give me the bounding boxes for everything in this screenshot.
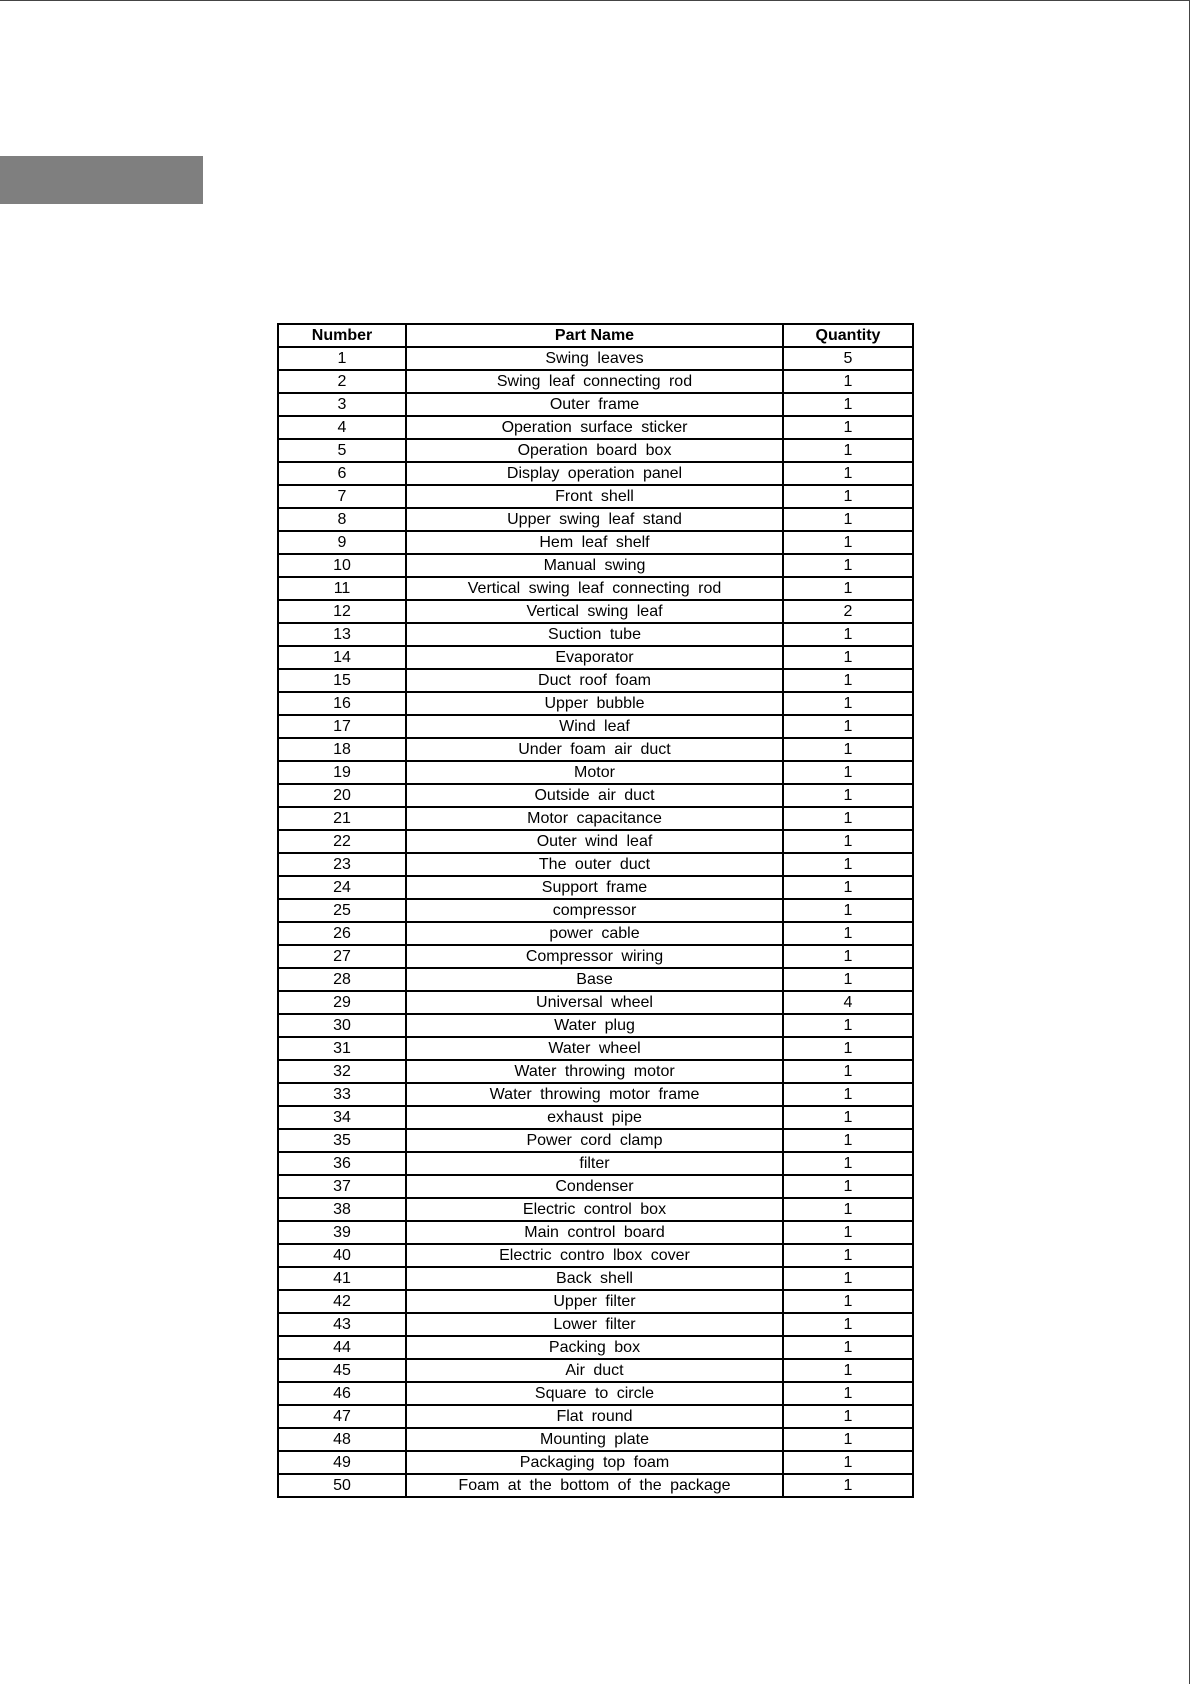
part-name-cell: The outer duct: [406, 853, 783, 876]
part-number-cell: 30: [278, 1014, 406, 1037]
table-row: [278, 370, 913, 393]
table-row: [278, 393, 913, 416]
header-number: Number: [278, 324, 406, 347]
quantity-cell: 1: [783, 531, 913, 554]
part-name-cell: exhaust pipe: [406, 1106, 783, 1129]
table-row: [278, 945, 913, 968]
part-number-cell: 27: [278, 945, 406, 968]
part-number-cell: 20: [278, 784, 406, 807]
table-row: [278, 439, 913, 462]
part-name-cell: Water wheel: [406, 1037, 783, 1060]
table-row: [278, 899, 913, 922]
quantity-cell: 1: [783, 1152, 913, 1175]
quantity-cell: 1: [783, 462, 913, 485]
part-number-cell: 4: [278, 416, 406, 439]
quantity-cell: 1: [783, 1474, 913, 1497]
parts-table-body: [278, 347, 913, 1497]
part-number-cell: 23: [278, 853, 406, 876]
quantity-cell: 1: [783, 1244, 913, 1267]
table-row: [278, 554, 913, 577]
part-number-cell: 14: [278, 646, 406, 669]
quantity-cell: 1: [783, 1221, 913, 1244]
quantity-cell: 1: [783, 1405, 913, 1428]
quantity-cell: 1: [783, 1106, 913, 1129]
table-row: [278, 922, 913, 945]
table-row: [278, 830, 913, 853]
part-number-cell: 5: [278, 439, 406, 462]
part-number-cell: 15: [278, 669, 406, 692]
part-number-cell: 40: [278, 1244, 406, 1267]
part-name-cell: Packing box: [406, 1336, 783, 1359]
quantity-cell: 1: [783, 508, 913, 531]
part-number-cell: 12: [278, 600, 406, 623]
table-row: [278, 462, 913, 485]
part-number-cell: 22: [278, 830, 406, 853]
part-name-cell: Outside air duct: [406, 784, 783, 807]
parts-list-table: [277, 323, 914, 1498]
part-number-cell: 2: [278, 370, 406, 393]
part-number-cell: 48: [278, 1428, 406, 1451]
part-number-cell: 29: [278, 991, 406, 1014]
table-row: [278, 738, 913, 761]
table-row: [278, 1382, 913, 1405]
quantity-cell: 1: [783, 968, 913, 991]
section-tab: [0, 156, 203, 204]
part-number-cell: 18: [278, 738, 406, 761]
part-number-cell: 11: [278, 577, 406, 600]
part-number-cell: 36: [278, 1152, 406, 1175]
table-row: [278, 646, 913, 669]
table-row: [278, 1428, 913, 1451]
part-name-cell: Under foam air duct: [406, 738, 783, 761]
part-name-cell: Outer frame: [406, 393, 783, 416]
table-row: [278, 531, 913, 554]
part-name-cell: Main control board: [406, 1221, 783, 1244]
quantity-cell: 1: [783, 416, 913, 439]
quantity-cell: 1: [783, 876, 913, 899]
quantity-cell: 1: [783, 393, 913, 416]
part-number-cell: 35: [278, 1129, 406, 1152]
part-name-cell: Upper bubble: [406, 692, 783, 715]
part-name-cell: Vertical swing leaf connecting rod: [406, 577, 783, 600]
quantity-cell: 1: [783, 784, 913, 807]
part-name-cell: Swing leaf connecting rod: [406, 370, 783, 393]
part-number-cell: 32: [278, 1060, 406, 1083]
table-row: [278, 1313, 913, 1336]
table-row: [278, 1221, 913, 1244]
quantity-cell: 1: [783, 1428, 913, 1451]
part-number-cell: 46: [278, 1382, 406, 1405]
part-name-cell: Motor: [406, 761, 783, 784]
table-row: [278, 347, 913, 370]
quantity-cell: 1: [783, 370, 913, 393]
part-name-cell: Support frame: [406, 876, 783, 899]
table-row: [278, 853, 913, 876]
quantity-cell: 1: [783, 1060, 913, 1083]
quantity-cell: 1: [783, 1336, 913, 1359]
part-number-cell: 49: [278, 1451, 406, 1474]
quantity-cell: 1: [783, 1129, 913, 1152]
part-number-cell: 33: [278, 1083, 406, 1106]
part-name-cell: Water throwing motor: [406, 1060, 783, 1083]
part-number-cell: 13: [278, 623, 406, 646]
part-number-cell: 7: [278, 485, 406, 508]
table-row: [278, 623, 913, 646]
quantity-cell: 1: [783, 738, 913, 761]
table-row: [278, 692, 913, 715]
table-row: [278, 669, 913, 692]
part-name-cell: Display operation panel: [406, 462, 783, 485]
quantity-cell: 1: [783, 807, 913, 830]
table-row: [278, 784, 913, 807]
part-number-cell: 3: [278, 393, 406, 416]
part-number-cell: 39: [278, 1221, 406, 1244]
table-row: [278, 991, 913, 1014]
quantity-cell: 1: [783, 715, 913, 738]
quantity-cell: 1: [783, 1267, 913, 1290]
part-name-cell: Electric control box: [406, 1198, 783, 1221]
part-name-cell: Manual swing: [406, 554, 783, 577]
part-name-cell: Electric contro lbox cover: [406, 1244, 783, 1267]
part-name-cell: Air duct: [406, 1359, 783, 1382]
table-row: [278, 1037, 913, 1060]
part-name-cell: Packaging top foam: [406, 1451, 783, 1474]
table-row: [278, 1014, 913, 1037]
table-row: [278, 1451, 913, 1474]
part-name-cell: Base: [406, 968, 783, 991]
part-name-cell: Operation board box: [406, 439, 783, 462]
quantity-cell: 1: [783, 922, 913, 945]
part-name-cell: Back shell: [406, 1267, 783, 1290]
part-name-cell: Hem leaf shelf: [406, 531, 783, 554]
table-row: [278, 876, 913, 899]
table-row: [278, 1405, 913, 1428]
header-part-name: Part Name: [406, 324, 783, 347]
part-number-cell: 31: [278, 1037, 406, 1060]
quantity-cell: 1: [783, 692, 913, 715]
table-row: [278, 968, 913, 991]
part-number-cell: 50: [278, 1474, 406, 1497]
part-name-cell: Square to circle: [406, 1382, 783, 1405]
part-number-cell: 34: [278, 1106, 406, 1129]
table-row: [278, 807, 913, 830]
quantity-cell: 1: [783, 1359, 913, 1382]
part-number-cell: 24: [278, 876, 406, 899]
part-name-cell: Evaporator: [406, 646, 783, 669]
part-name-cell: compressor: [406, 899, 783, 922]
table-row: [278, 600, 913, 623]
quantity-cell: 1: [783, 1290, 913, 1313]
quantity-cell: 1: [783, 1037, 913, 1060]
part-name-cell: Power cord clamp: [406, 1129, 783, 1152]
table-row: [278, 1106, 913, 1129]
quantity-cell: 4: [783, 991, 913, 1014]
part-name-cell: Lower filter: [406, 1313, 783, 1336]
quantity-cell: 1: [783, 646, 913, 669]
quantity-cell: 1: [783, 945, 913, 968]
part-number-cell: 17: [278, 715, 406, 738]
part-number-cell: 16: [278, 692, 406, 715]
part-number-cell: 38: [278, 1198, 406, 1221]
table-row: [278, 761, 913, 784]
table-header-row: [278, 324, 913, 347]
quantity-cell: 1: [783, 1451, 913, 1474]
part-number-cell: 26: [278, 922, 406, 945]
part-number-cell: 21: [278, 807, 406, 830]
quantity-cell: 1: [783, 761, 913, 784]
part-number-cell: 41: [278, 1267, 406, 1290]
table-row: [278, 1336, 913, 1359]
quantity-cell: 1: [783, 1198, 913, 1221]
part-number-cell: 1: [278, 347, 406, 370]
part-name-cell: Flat round: [406, 1405, 783, 1428]
quantity-cell: 1: [783, 853, 913, 876]
table-row: [278, 1083, 913, 1106]
quantity-cell: 1: [783, 1014, 913, 1037]
part-number-cell: 37: [278, 1175, 406, 1198]
part-name-cell: Front shell: [406, 485, 783, 508]
table-row: [278, 1474, 913, 1497]
part-name-cell: Compressor wiring: [406, 945, 783, 968]
part-name-cell: Outer wind leaf: [406, 830, 783, 853]
table-row: [278, 1060, 913, 1083]
quantity-cell: 1: [783, 1175, 913, 1198]
table-row: [278, 1244, 913, 1267]
part-number-cell: 25: [278, 899, 406, 922]
quantity-cell: 1: [783, 669, 913, 692]
part-name-cell: Vertical swing leaf: [406, 600, 783, 623]
part-number-cell: 10: [278, 554, 406, 577]
quantity-cell: 1: [783, 1382, 913, 1405]
quantity-cell: 2: [783, 600, 913, 623]
quantity-cell: 1: [783, 554, 913, 577]
part-name-cell: Water throwing motor frame: [406, 1083, 783, 1106]
table-row: [278, 508, 913, 531]
part-number-cell: 45: [278, 1359, 406, 1382]
quantity-cell: 1: [783, 623, 913, 646]
part-number-cell: 8: [278, 508, 406, 531]
part-name-cell: Wind leaf: [406, 715, 783, 738]
part-number-cell: 6: [278, 462, 406, 485]
part-name-cell: Condenser: [406, 1175, 783, 1198]
header-quantity: Quantity: [783, 324, 913, 347]
table-row: [278, 1267, 913, 1290]
part-number-cell: 44: [278, 1336, 406, 1359]
part-number-cell: 47: [278, 1405, 406, 1428]
part-name-cell: filter: [406, 1152, 783, 1175]
quantity-cell: 1: [783, 1083, 913, 1106]
part-name-cell: Water plug: [406, 1014, 783, 1037]
table-row: [278, 1175, 913, 1198]
quantity-cell: 5: [783, 347, 913, 370]
part-name-cell: Motor capacitance: [406, 807, 783, 830]
part-name-cell: Foam at the bottom of the package: [406, 1474, 783, 1497]
part-name-cell: Duct roof foam: [406, 669, 783, 692]
table-row: [278, 1290, 913, 1313]
table-row: [278, 1198, 913, 1221]
quantity-cell: 1: [783, 485, 913, 508]
part-name-cell: Upper swing leaf stand: [406, 508, 783, 531]
table-row: [278, 1129, 913, 1152]
part-name-cell: Suction tube: [406, 623, 783, 646]
part-name-cell: Upper filter: [406, 1290, 783, 1313]
quantity-cell: 1: [783, 577, 913, 600]
part-name-cell: Mounting plate: [406, 1428, 783, 1451]
table-row: [278, 1152, 913, 1175]
table-row: [278, 485, 913, 508]
quantity-cell: 1: [783, 830, 913, 853]
table-row: [278, 416, 913, 439]
table-row: [278, 1359, 913, 1382]
part-number-cell: 43: [278, 1313, 406, 1336]
part-number-cell: 28: [278, 968, 406, 991]
part-number-cell: 42: [278, 1290, 406, 1313]
part-name-cell: power cable: [406, 922, 783, 945]
part-number-cell: 19: [278, 761, 406, 784]
table-row: [278, 715, 913, 738]
part-name-cell: Swing leaves: [406, 347, 783, 370]
part-name-cell: Universal wheel: [406, 991, 783, 1014]
part-name-cell: Operation surface sticker: [406, 416, 783, 439]
quantity-cell: 1: [783, 439, 913, 462]
table-row: [278, 577, 913, 600]
quantity-cell: 1: [783, 899, 913, 922]
quantity-cell: 1: [783, 1313, 913, 1336]
part-number-cell: 9: [278, 531, 406, 554]
